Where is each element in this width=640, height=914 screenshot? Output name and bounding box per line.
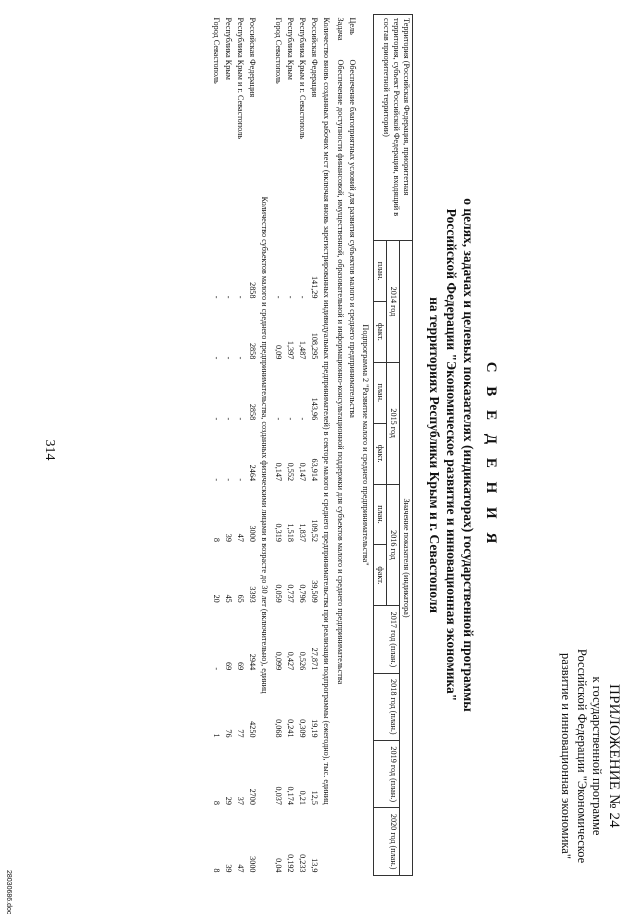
indicator-value: 143,96 bbox=[310, 397, 319, 421]
table-row bbox=[210, 15, 222, 876]
indicator-value: 0,552 bbox=[286, 462, 295, 482]
indicator-value: 20 bbox=[212, 594, 221, 603]
indicator-value: - bbox=[236, 356, 245, 360]
indicator-value: 0,09 bbox=[274, 345, 283, 360]
indicator-value: - bbox=[224, 356, 233, 360]
goal-row bbox=[346, 15, 358, 876]
year-header-2015: 2015 год bbox=[387, 362, 400, 484]
table-row bbox=[308, 15, 320, 876]
indicator-value: - bbox=[224, 478, 233, 482]
indicator-value: - bbox=[298, 295, 307, 299]
indicator-value: 3000 bbox=[248, 856, 257, 873]
table-row bbox=[246, 15, 258, 876]
indicator-value: 29 bbox=[224, 796, 233, 805]
indicator-value: 27,871 bbox=[310, 647, 319, 671]
plan-subheader: план. bbox=[374, 484, 387, 545]
year-header-2014: 2014 год bbox=[387, 241, 400, 363]
indicator-caption: Количество субъектов малого и среднего предпринимательства, созданных физическими лицами в возрасте до 30 лет (включительно), единиц bbox=[260, 196, 269, 694]
territory-column-header: Территория (Российская Федерация, приоритетная территория, субъект Российской Федерации, входящий в состав приоритетной территории) bbox=[374, 15, 413, 241]
annex-line: развитие и инновационная экономика" bbox=[559, 653, 573, 859]
table-row bbox=[296, 15, 308, 876]
table-header bbox=[374, 15, 413, 876]
indicator-value: 1,518 bbox=[286, 523, 295, 542]
goal-label: Цель bbox=[348, 17, 357, 35]
indicator-value: - bbox=[236, 295, 245, 299]
indicator-value: 2858 bbox=[248, 282, 257, 299]
indicator-value: 0,068 bbox=[274, 719, 283, 738]
goal-text: Обеспечение благоприятных условий для развития субъектов малого и среднего предпринимательства bbox=[348, 59, 357, 418]
indicator-value: 2944 bbox=[248, 653, 257, 671]
indicator-value: 77 bbox=[236, 729, 245, 738]
indicator-value: 3393 bbox=[248, 586, 257, 603]
indicator-value: - bbox=[212, 478, 221, 482]
indicator-value: - bbox=[286, 295, 295, 299]
indicator-value: 0,796 bbox=[298, 584, 307, 603]
plan-subheader: план. bbox=[374, 362, 387, 423]
indicator-value: 0,526 bbox=[298, 651, 307, 671]
fact-subheader: факт. bbox=[374, 545, 387, 606]
indicator-value: - bbox=[274, 417, 283, 421]
document-title: С В Е Д Е Н И Я bbox=[483, 361, 499, 549]
territory-name: Республика Крым и г. Севастополь bbox=[236, 17, 245, 139]
indicator-value: 65 bbox=[236, 594, 245, 603]
indicator-value: 39 bbox=[224, 533, 233, 542]
year-header-2018: 2018 год (план.) bbox=[374, 673, 400, 740]
indicator-value: 1,837 bbox=[298, 523, 307, 542]
indicator-value: 1,397 bbox=[286, 340, 295, 360]
indicator-value: 13,9 bbox=[310, 858, 319, 873]
heading-line: на территориях Республики Крым и г. Севастополя bbox=[427, 297, 443, 613]
table-row bbox=[284, 15, 296, 876]
heading-line: о целях, задачах и целевых показателях (индикаторах) государственной программы bbox=[461, 198, 476, 712]
indicator-value: 47 bbox=[236, 864, 245, 873]
indicator-value: 8 bbox=[212, 868, 221, 873]
territory-name: Российская Федерация bbox=[248, 17, 257, 98]
annex-line: Российской Федерации "Экономическое bbox=[574, 648, 589, 864]
indicator-value: - bbox=[236, 478, 245, 482]
indicator-value: 0,04 bbox=[274, 858, 283, 873]
indicator-value: - bbox=[212, 417, 221, 421]
indicator-value: 19,19 bbox=[310, 719, 319, 738]
indicators-table bbox=[210, 14, 413, 876]
year-header-2017: 2017 год (план.) bbox=[374, 606, 400, 673]
indicator-value: 0,319 bbox=[274, 523, 283, 542]
document-code: 28030686.doc bbox=[5, 870, 12, 914]
indicator-value: - bbox=[212, 295, 221, 299]
territory-name: Республика Крым bbox=[224, 17, 233, 80]
fact-subheader: факт. bbox=[374, 301, 387, 362]
indicator-value: - bbox=[224, 295, 233, 299]
value-header: Значение показателя (индикатора) bbox=[400, 241, 413, 876]
indicator-value: - bbox=[274, 295, 283, 299]
territory-name: Республика Крым и г. Севастополь bbox=[298, 17, 307, 139]
heading-line: Российской Федерации "Экономическое развитие и инновационная экономика" bbox=[444, 208, 460, 702]
task-text: Обеспечение доступности финансовой, имущественной, образовательной и информационно-консультационной поддержки для субъектов малого и среднего предпринимательства bbox=[336, 59, 345, 685]
indicator-value: 2700 bbox=[248, 788, 257, 805]
annex-line: к государственной программе bbox=[590, 676, 605, 836]
indicator-value: 76 bbox=[224, 729, 233, 738]
indicator-value: 63,914 bbox=[310, 458, 319, 482]
indicator-value: 108,295 bbox=[310, 332, 319, 360]
subprogram-title: Подпрограмма 2 "Развитие малого и среднего предпринимательства" bbox=[361, 324, 370, 566]
indicator-value: 0,147 bbox=[298, 462, 307, 482]
table-body bbox=[210, 15, 374, 876]
year-header-2019: 2019 год (план.) bbox=[374, 741, 400, 808]
indicator-value: 0,059 bbox=[274, 584, 283, 603]
table-row bbox=[272, 15, 284, 876]
indicator-value: 1,487 bbox=[298, 340, 307, 360]
indicator-value: 4250 bbox=[248, 721, 257, 738]
plan-subheader: план. bbox=[374, 241, 387, 302]
territory-name: Город Севастополь bbox=[212, 17, 221, 84]
indicator-value: 69 bbox=[224, 661, 233, 671]
indicator-value: 39 bbox=[224, 864, 233, 873]
task-label: Задача bbox=[336, 17, 345, 41]
indicator-caption: Количество вновь созданных рабочих мест (включая вновь зарегистрированных индивидуальных предпринимателей) в секторе малого и среднего предпринимательства при реализации подпрограммы (ежегодно), тыс. единиц bbox=[322, 17, 331, 805]
task-row bbox=[334, 15, 346, 876]
annex-title: ПРИЛОЖЕНИЕ № 24 bbox=[606, 684, 622, 828]
document-heading bbox=[425, 10, 499, 900]
indicator-value: 37 bbox=[236, 796, 245, 805]
territory-name: Город Севастополь bbox=[274, 17, 283, 84]
indicator-value: 2858 bbox=[248, 342, 257, 360]
indicator-value: 109,52 bbox=[310, 519, 319, 542]
indicator-value: 0,192 bbox=[286, 854, 295, 873]
indicator-value: 0,427 bbox=[286, 651, 295, 671]
year-header-2016: 2016 год bbox=[387, 484, 400, 606]
indicator-value: 69 bbox=[236, 661, 245, 671]
indicator-value: - bbox=[212, 667, 221, 671]
territory-name: Российская Федерация bbox=[310, 17, 319, 98]
indicator-value: 8 bbox=[212, 537, 221, 542]
indicator-value: 3000 bbox=[248, 525, 257, 542]
indicator-value: - bbox=[212, 356, 221, 360]
year-header-2020: 2020 год (план.) bbox=[374, 808, 400, 876]
indicator-value: 0,309 bbox=[298, 719, 307, 738]
indicator-value: 8 bbox=[212, 800, 221, 805]
indicator-value: - bbox=[236, 417, 245, 421]
indicator-value: 0,737 bbox=[286, 584, 295, 603]
indicator-value: 0,099 bbox=[274, 651, 283, 671]
indicator-value: - bbox=[224, 417, 233, 421]
indicator-value: 2464 bbox=[248, 464, 257, 482]
indicator-value: 141,29 bbox=[310, 275, 319, 299]
indicator-value: 0,147 bbox=[274, 462, 283, 482]
table-row bbox=[234, 15, 246, 876]
page-number: 314 bbox=[42, 439, 57, 461]
fact-subheader: факт. bbox=[374, 423, 387, 484]
indicator-value: 0,174 bbox=[286, 786, 295, 805]
document-sheet bbox=[5, 10, 625, 900]
territory-name: Республика Крым bbox=[286, 17, 295, 80]
indicator-value: 0,21 bbox=[298, 790, 307, 805]
indicator-value: 39,509 bbox=[310, 580, 319, 603]
indicator-value: 47 bbox=[236, 533, 245, 542]
table-row bbox=[222, 15, 234, 876]
indicator-value: 1 bbox=[212, 733, 221, 738]
annex-block bbox=[557, 636, 623, 876]
indicator-value: 0,241 bbox=[286, 719, 295, 738]
indicator-value: 12,5 bbox=[310, 790, 319, 805]
indicator-value: 0,233 bbox=[298, 854, 307, 873]
indicator-value: 45 bbox=[224, 594, 233, 603]
indicator-value: - bbox=[286, 417, 295, 421]
indicator-value: 2858 bbox=[248, 403, 257, 421]
indicator-value: - bbox=[298, 417, 307, 421]
indicator-value: 0,037 bbox=[274, 786, 283, 805]
